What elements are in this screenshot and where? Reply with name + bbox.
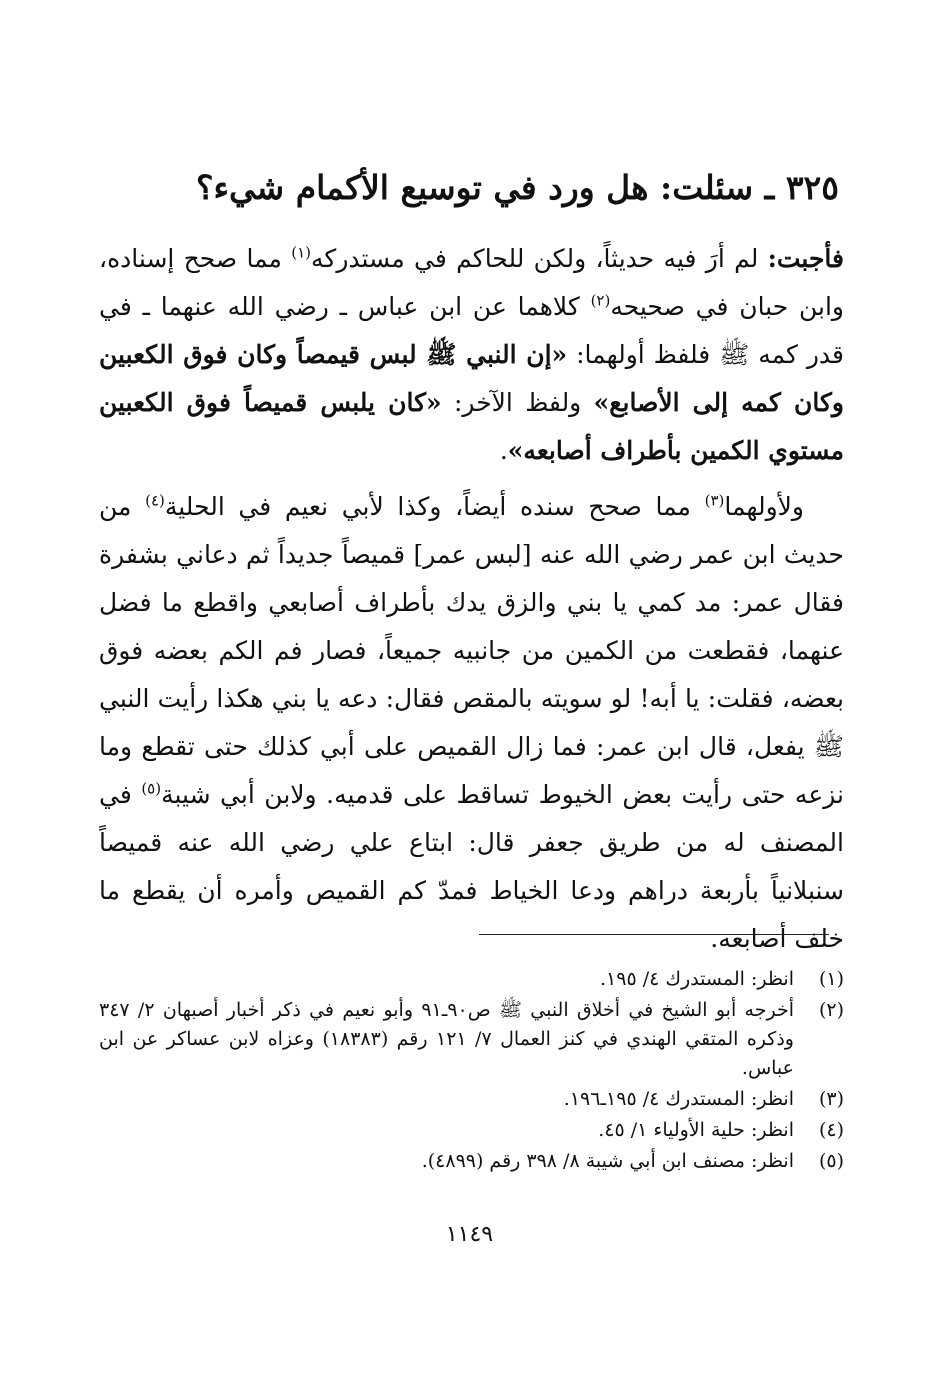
text-segment: لم أرَ فيه حديثاً، ولكن للحاكم في مستدركه [311,244,768,273]
text-segment: كلاهما عن ابن عباس ـ رضي الله عنهما ـ في قدر كمه ﷺ فلفظ أولهما: [99,292,844,369]
footnote-item [99,1085,844,1114]
footnote-item [99,996,844,1083]
text-segment: . [499,436,508,465]
text-segment: مما صحح سنده أيضاً، وكذا لأبي نعيم في الحلية [164,492,705,521]
footnote-item [99,965,844,994]
footnotes-section [99,965,844,1178]
footnote-item [99,1147,844,1176]
hadith-quote-1: «إن النبي ﷺ لبس قيمصاً وكان فوق الكعبين وكان كمه إلى الأصابع» [99,340,844,417]
footnote-number: (٤) [818,1119,844,1141]
footnote-text: انظر: مصنف ابن أبي شيبة ٨/ ٣٩٨ رقم (٤٨٩٩). [421,1150,794,1172]
footnote-ref-5: (٥) [141,779,162,798]
footnote-ref-4: (٤) [145,491,165,510]
text-segment: من حديث ابن عمر رضي الله عنه [لبس عمر] قميصاً جديداً ثم دعاني بشفرة فقال عمر: مد كمي يا بني والزق يدك بأطراف أصابعي واقطع ما فضل عنهما، فقطعت من الكمين من جانبيه جميعاً، فصار فم الكم بعضه فوق بعضه، فقلت: يا أبه! لو سويته بالمقص فقال: دعه يا بني هكذا رأيت النبي ﷺ يفعل، قال ابن عمر: فما زال القميص على أبي كذلك حتى تقطع وما نزعه حتى رأيت بعض الخيوط تساقط على قدميه. ولابن أبي شيبة [99,492,844,809]
text-segment: ولأولهما [724,492,804,521]
footnote-text: انظر: المستدرك ٤/ ١٩٥. [599,968,794,990]
footnote-ref-3: (٣) [704,491,725,510]
footnote-number: (٢) [818,999,844,1021]
answer-paragraph-1 [99,235,844,475]
footnote-text: انظر: حلية الأولياء ١/ ٤٥. [598,1119,794,1141]
text-segment: في المصنف له من طريق جعفر قال: ابتاع علي رضي الله عنه قميصاً سنبلانياً بأربعة دراهم ودعا الخياط فمدّ كم القميص وأمره أن يقطع ما خلف أصابعه. [99,780,844,953]
text-segment: ولفظ الآخر: [441,388,594,417]
footnote-text: أخرجه أبو الشيخ في أخلاق النبي ﷺ ص٩٠ـ٩١ وأبو نعيم في ذكر أخبار أصبهان ٢/ ٣٤٧ وذكره المتقي الهندي في كنز العمال ٧/ ١٢١ رقم (١٨٣٨٣) وعزاه لابن عساكر عن ابن عباس. [99,999,794,1079]
footnote-number: (٥) [818,1150,844,1172]
footnote-number: (١) [818,968,844,990]
answer-lead: فأجبت: [767,244,844,273]
footnote-ref-1: (١) [291,243,312,262]
footnote-number: (٣) [818,1088,844,1110]
footnote-text: انظر: المستدرك ٤/ ١٩٥ـ١٩٦. [563,1088,794,1110]
hadith-quote-2: «كان يلبس قميصاً فوق الكعبين مستوي الكمين بأطراف أصابعه» [99,388,844,465]
footnote-item [99,1116,844,1145]
question-heading: ٣٢٥ ـ سئلت: هل ورد في توسيع الأكمام شيء؟ [196,168,839,207]
page-number: ١١٤٩ [445,1222,494,1247]
answer-paragraph-2 [99,483,844,963]
footnote-divider [479,934,829,935]
text-segment: مما صحح إسناده، وابن حبان في صحيحه [99,244,845,321]
footnote-ref-2: (٢) [590,291,611,310]
answer-body [99,235,844,971]
